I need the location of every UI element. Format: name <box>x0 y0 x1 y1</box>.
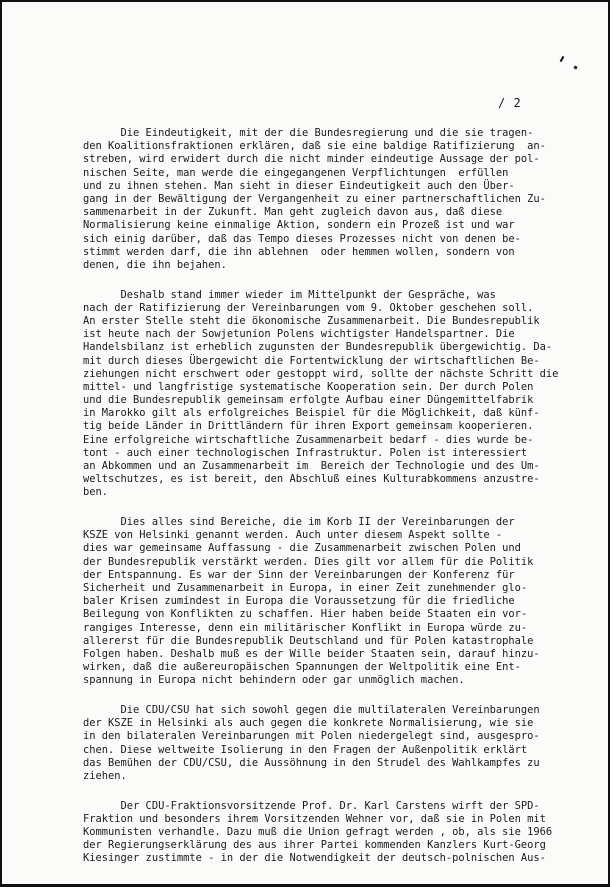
scan-border-left <box>0 0 2 887</box>
text-line: tig beide Länder in Drittländern für ihren Export gemeinsam kooperieren. <box>83 420 534 433</box>
text-line: Die Eindeutigkeit, mit der die Bundesregierung und die sie tragen- <box>83 127 534 139</box>
text-line: KSZE von Helsinki genannt werden. Auch unter diesem Aspekt sollte - <box>83 529 503 542</box>
text-line: Eine erfolgreiche wirtschaftliche Zusammenarbeit bedarf - dies wurde be- <box>83 433 534 446</box>
text-line: Beilegung von Konflikten zu schaffen. Hier haben beide Staaten ein vor- <box>83 608 528 621</box>
text-line: dies war gemeinsame Auffassung - die Zusammenarbeit zwischen Polen und <box>83 542 521 555</box>
text-line: Dies alles sind Bereiche, die im Korb II der Vereinbarungen der <box>83 516 515 529</box>
scan-speck <box>560 56 565 62</box>
text-line: sich einig darüber, daß das Tempo dieses Prozesses nicht von denen be- <box>83 232 521 245</box>
text-line: Sicherheit und Zusammenarbeit in Europa, in einer Zeit zunehmender glo- <box>83 582 528 594</box>
text-line: allererst für die Bundesrepublik Deutschland und für Polen katastrophale <box>83 634 534 647</box>
text-line: der KSZE in Helsinki als auch gegen die konkrete Normalisierung, wie sie <box>83 717 534 730</box>
text-line: nach der Ratifizierung der Vereinbarungen vom 9. Oktober geschehen soll. <box>83 301 534 314</box>
text-line: das Bemühen der CDU/CSU, die Aussöhnung in den Strudel des Wahlkampfes zu <box>83 756 540 769</box>
text-line: Die CDU/CSU hat sich sowohl gegen die multilateralen Vereinbarungen <box>83 704 540 716</box>
text-line: mittel- und langfristige systematische Kooperation sein. Der durch Polen <box>83 380 534 393</box>
text-line: der Entspannung. Es war der Sinn der Vereinbarungen der Konferenz für <box>83 568 515 581</box>
text-line: und zu ihnen stehen. Man sieht in dieser Eindeutigkeit auch den Über- <box>83 179 515 192</box>
text-line: sammenarbeit in der Zukunft. Man geht zugleich davon aus, daß diese <box>83 206 503 219</box>
text-line: gang in der Bewältigung der Vergangenheit zu einer partnerschaftlichen Zu- <box>83 192 546 205</box>
text-line: den Koalitionsfraktionen erklären, daß sie eine baldige Ratifizierung an- <box>83 140 546 153</box>
text-line: an Abkommen und an Zusammenarbeit im Bereich der Technologie und des Um- <box>83 460 540 472</box>
text-line: Deshalb stand immer wieder im Mittelpunkt der Gespräche, was <box>83 288 496 301</box>
text-line: wirken, daß die außereuropäischen Spannungen der Weltpolitik eine Ent- <box>83 661 521 674</box>
text-line: weltschutzes, es ist bereit, den Abschluß eines Kulturabkommens anzustre- <box>83 473 540 486</box>
text-line: baler Krisen zumindest in Europa die Voraussetzung für die friedliche <box>83 595 515 608</box>
text-line: Folgen haben. Deshalb muß es der Wille beider Staaten sein, darauf hinzu- <box>83 647 540 660</box>
text-line: rangiges Interesse, denn ein militärischer Konflikt in Europa würde zu- <box>83 621 528 634</box>
text-line: Handelsbilanz ist erheblich zugunsten der Bundesrepublik übergewichtig. Da- <box>83 341 553 354</box>
text-line: ziehungen nicht erschwert oder gestoppt wird, sollte der nächste Schritt die <box>83 367 559 380</box>
text-line: in Marokko gilt als erfolgreiches Beispiel für die Möglichkeit, daß künf- <box>83 407 540 420</box>
text-line: nischen Seite, man werde die eingegangenen Verpflichtungen erfüllen <box>83 166 509 179</box>
text-line: der Bundesrepublik verstärkt werden. Dies gilt vor allem für die Politik <box>83 555 534 568</box>
text-line: und die Bundesrepublik gemeinsam erfolgte Aufbau einer Düngemittelfabrik <box>83 394 534 407</box>
paragraph-2 <box>83 289 563 500</box>
text-line: Fraktion und besonders ihrem Vorsitzenden Wehner vor, daß sie in Polen mit <box>83 812 546 825</box>
text-line: chen. Diese weltweite Isolierung in den Fragen der Außenpolitik erklärt <box>83 743 528 756</box>
text-line: stimmt werden darf, die ihn ablehnen oder hemmen wollen, sondern von <box>83 245 515 258</box>
text-line: tont - auch einer technologischen Infrastruktur. Polen ist interessiert <box>83 446 528 459</box>
scan-border-top <box>0 0 610 2</box>
paragraph-4 <box>83 704 563 783</box>
text-line: ben. <box>83 486 109 499</box>
text-line: Kommunisten verhandle. Dazu muß die Union gefragt werden , ob, als sie 1966 <box>83 826 553 838</box>
text-line: der Regierungserklärung des aus ihrer Partei kommenden Kanzlers Kurt-Georg <box>83 839 546 852</box>
text-line: mit durch dieses Übergewicht die Fortentwicklung der wirtschaftlichen Be- <box>83 354 540 367</box>
paragraph-5 <box>83 800 563 866</box>
text-line: ziehen. <box>83 769 127 782</box>
text-line: Kiesinger zustimmte - in der die Notwendigkeit der deutsch-polnischen Aus- <box>83 852 546 865</box>
text-line: An erster Stelle steht die ökonomische Zusammenarbeit. Die Bundesrepublik <box>83 314 540 327</box>
text-line: ist heute nach der Sowjetunion Polens wichtigster Handelspartner. Die <box>83 328 515 341</box>
text-line: spannung in Europa nicht behindern oder gar unmöglich machen. <box>83 674 465 687</box>
paragraph-3 <box>83 516 563 687</box>
paragraph-1 <box>83 127 563 272</box>
scan-speck <box>573 65 577 69</box>
text-line: Der CDU-Fraktionsvorsitzende Prof. Dr. Karl Carstens wirft der SPD- <box>83 799 540 812</box>
text-line: streben, wird erwidert durch die nicht minder eindeutige Aussage der pol- <box>83 153 540 166</box>
text-line: Normalisierung keine einmalige Aktion, sondern ein Prozeß ist und war <box>83 219 515 232</box>
page-number: / 2 <box>498 96 522 110</box>
document-body <box>83 127 563 882</box>
text-line: denen, die ihn bejahen. <box>83 258 227 271</box>
text-line: in den bilateralen Vereinbarungen mit Polen niedergelegt sind, ausgespro- <box>83 730 540 743</box>
